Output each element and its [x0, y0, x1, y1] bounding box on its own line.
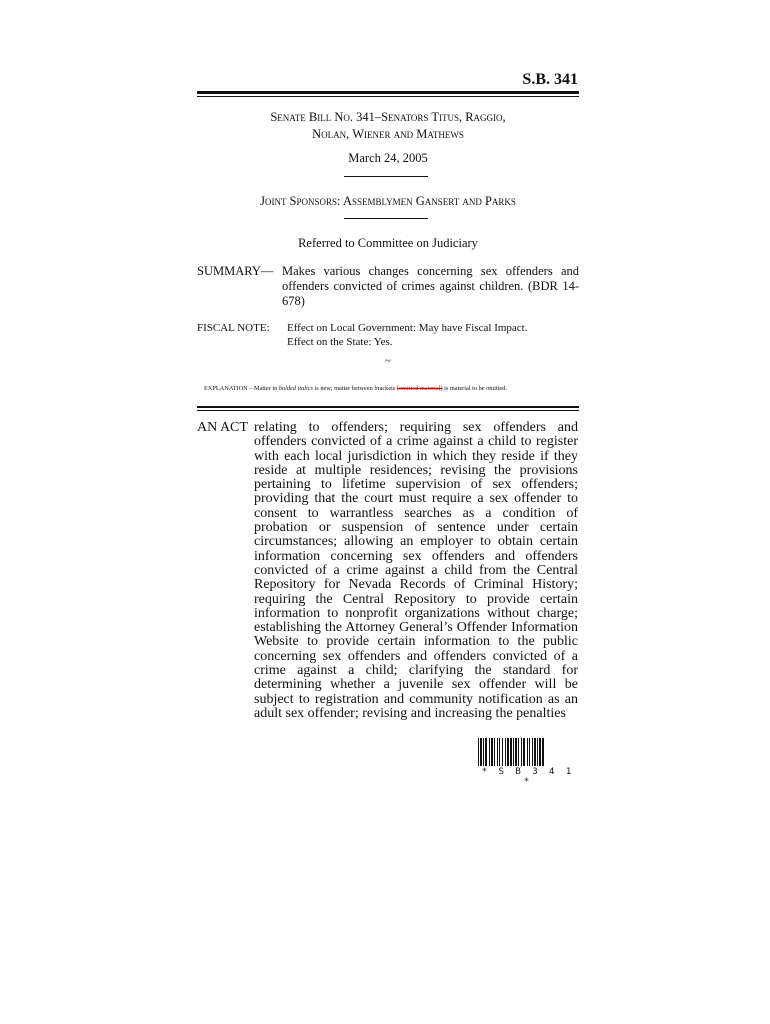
barcode: [478, 738, 576, 766]
act-text: relating to offenders; requiring sex offenders and offenders convicted of a crime against a child to register with each local jurisdiction in which they reside if they reside at multiple residences; revising the provisions pertaining to lifetime supervision of sex offenders; providing that the court must require a sex offender to consent to warrantless searches as a condition of probation or suspension of sentence under certain circumstances; allowing an employer to obtain certain information concerning sex offenders and offenders convicted of a crime against a child from the Central Repository for Nevada Records of Criminal History; requiring the Central Repository to provide certain information to nonprofit organizations without charge; establishing the Attorney General’s Offender Information Website to provide certain information to the public concerning sex offenders and offenders convicted of a crime against a child; clarifying the standard for determining whether a juvenile sex offender will be subject to registration and community notification as an adult sex offender; revising and increasing the penalties: [254, 420, 578, 721]
fiscal-local: Effect on Local Government: May have Fiscal Impact.: [287, 322, 528, 334]
explanation-note: [204, 384, 579, 393]
date-divider: [344, 176, 428, 177]
explanation-italic: bolded italics: [278, 385, 313, 392]
body-rule: [197, 406, 579, 408]
explanation-middle: is new; matter between brackets: [312, 385, 397, 392]
explanation-prefix: EXPLANATION – Matter in: [204, 385, 279, 392]
explanation-suffix: is material to be omitted.: [442, 385, 507, 392]
summary-label: SUMMARY—: [197, 264, 274, 278]
fiscal-note: [287, 321, 579, 349]
sponsors-divider: [344, 218, 428, 219]
sponsors-line-1: Senate Bill No. 341–Senators Titus, Raggio,: [270, 110, 506, 124]
sponsors-line-2: Nolan, Wiener and Mathews: [312, 127, 464, 141]
barcode-caption: * S B 3 4 1 *: [481, 767, 575, 787]
committee-referral: Referred to Committee on Judiciary: [298, 236, 478, 250]
section-tilde: ~: [385, 356, 391, 367]
act-label: AN ACT: [197, 420, 248, 435]
joint-sponsors: Joint Sponsors: Assemblymen Gansert and Parks: [260, 194, 516, 208]
summary-text: Makes various changes concerning sex offenders and offenders convicted of crimes against children. (BDR 14-678): [282, 264, 579, 308]
header-rule: [197, 91, 579, 94]
bill-date: March 24, 2005: [348, 151, 428, 165]
explanation-struck: [omitted material]: [396, 385, 443, 392]
sponsors-block: [197, 109, 579, 143]
fiscal-note-label: FISCAL NOTE:: [197, 322, 270, 334]
bill-number: S.B. 341: [522, 71, 578, 88]
fiscal-state: Effect on the State: Yes.: [287, 336, 393, 348]
